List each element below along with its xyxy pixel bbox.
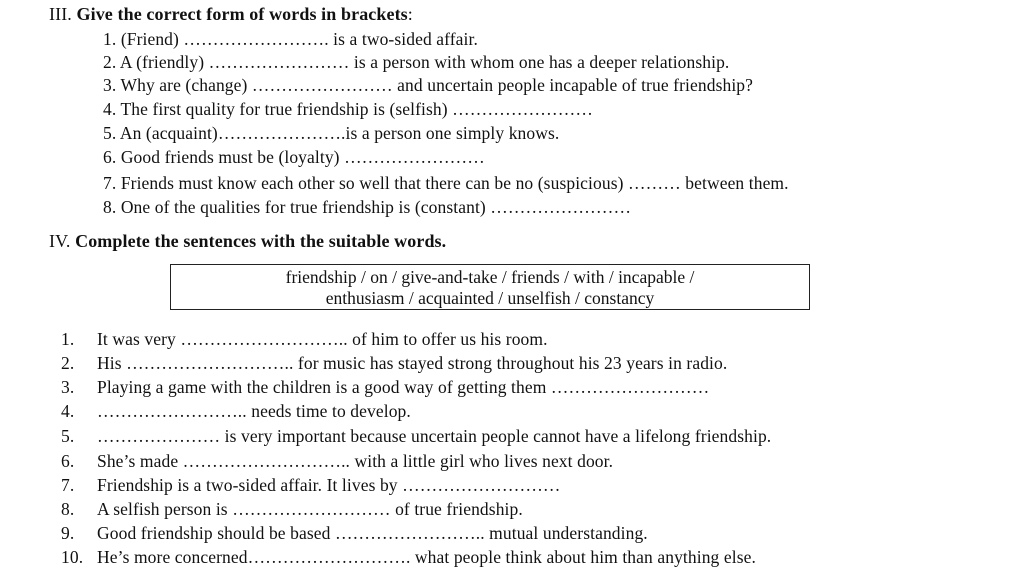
- s4-item-4: 4. …………………….. needs time to develop.: [61, 401, 411, 421]
- section-4-numeral: IV.: [49, 231, 71, 251]
- s4-item-2: 2. His ……………………….. for music has stayed strong throughout his 23 years in radio.: [61, 353, 728, 373]
- s4-item-5: 5. ………………… is very important because uncertain people cannot have a lifelong friendship.: [61, 426, 772, 446]
- word-bank-line-2: enthusiasm / acquainted / unselfish / constancy: [325, 288, 655, 308]
- section-3-heading: [49, 3, 413, 25]
- s3-item-5: 5. An (acquaint)………………….is a person one simply knows.: [103, 123, 560, 143]
- s4-item-10: 10. He’s more concerned………………………. what people think about him than anything else.: [61, 547, 756, 567]
- s3-item-8: 8. One of the qualities for true friendship is (constant) ……………………: [103, 197, 632, 217]
- s4-item-6: 6. She’s made ……………………….. with a little girl who lives next door.: [61, 451, 614, 471]
- s4-item-8: 8. A selfish person is ……………………… of true friendship.: [61, 499, 523, 519]
- word-bank-box: [170, 264, 810, 310]
- s3-item-3: 3. Why are (change) …………………… and uncertain people incapable of true friendship?: [103, 75, 754, 95]
- section-4-heading: [49, 230, 446, 252]
- section-4-title: Complete the sentences with the suitable words.: [75, 231, 447, 251]
- s4-item-1: 1. It was very ……………………….. of him to offer us his room.: [61, 329, 548, 349]
- s4-item-3: 3. Playing a game with the children is a good way of getting them ………………………: [61, 377, 710, 397]
- word-bank-line-1: friendship / on / give-and-take / friends / with / incapable /: [285, 267, 695, 287]
- s3-item-7: 7. Friends must know each other so well that there can be no (suspicious) ……… between them.: [103, 173, 789, 193]
- s3-item-6: 6. Good friends must be (loyalty) ……………………: [103, 147, 485, 167]
- s3-item-1: 1. (Friend) ……………………. is a two-sided affair.: [103, 29, 478, 49]
- s4-item-7: 7. Friendship is a two-sided affair. It lives by ………………………: [61, 475, 561, 495]
- s3-item-2: 2. A (friendly) …………………… is a person with whom one has a deeper relationship.: [103, 52, 730, 72]
- s4-item-9: 9. Good friendship should be based …………………….. mutual understanding.: [61, 523, 648, 543]
- section-3-colon: :: [407, 4, 413, 24]
- s3-item-4: 4. The first quality for true friendship is (selfish) ……………………: [103, 99, 593, 119]
- section-3-title: Give the correct form of words in brackets: [76, 4, 408, 24]
- section-3-numeral: III.: [49, 4, 72, 24]
